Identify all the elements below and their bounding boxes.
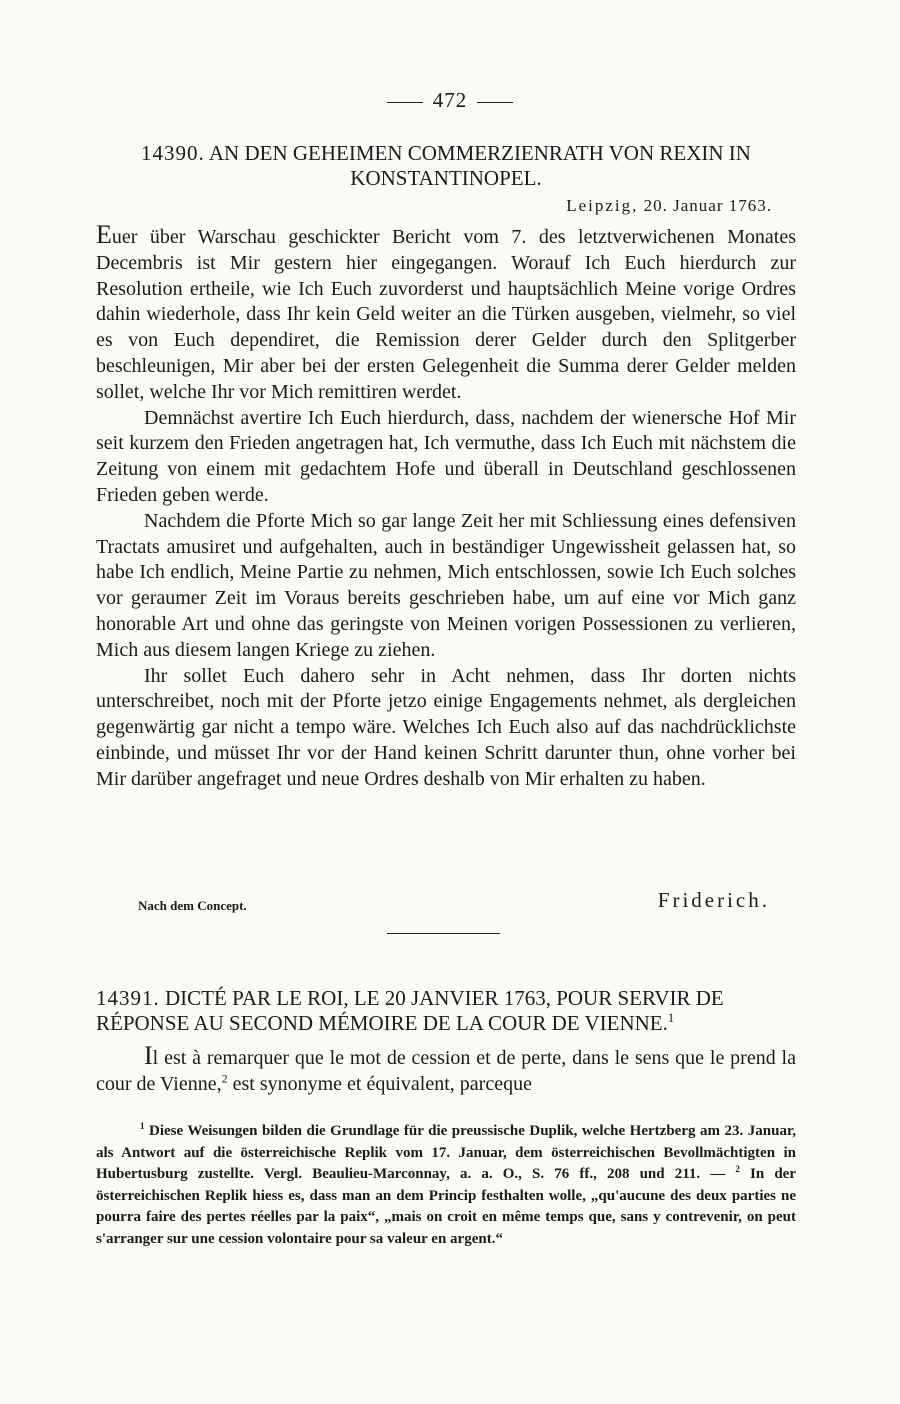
footnote-2-mark: 2: [735, 1164, 740, 1175]
page-number-dash-right: [477, 102, 513, 103]
letter1-title: AN DEN GEHEIMEN COMMERZIENRATH VON REXIN IN KONSTANTINOPEL.: [208, 141, 751, 190]
letter2-footnote-ref-2: 2: [221, 1071, 228, 1086]
page-number: [0, 88, 900, 113]
letter2-title: DICTÉ PAR LE ROI, LE 20 JANVIER 1763, POUR SERVIR DE RÉPONSE AU SECOND MÉMOIRE DE LA COUR DE VIENNE.: [96, 986, 724, 1035]
letter1-initial: E: [96, 220, 112, 249]
letter1-source-note: Nach dem Concept.: [138, 898, 247, 913]
letter2-number: 14391.: [96, 986, 160, 1010]
footnote-1-text: Diese Weisungen bilden die Grundlage für die preussische Duplik, welche Hertzberg am 23. Januar, als Antwort auf die österreichische Replik vom 17. Januar, dem österreichischen Bevollmächtigten in Hubertusburg zustellte. Vergl. Beaulieu-Marconnay, a. a. O., S. 76 ff., 208 und 211. —: [96, 1123, 796, 1183]
letter2-body: [96, 1043, 796, 1098]
letter1-body: [96, 222, 796, 793]
page-number-dash-left: [387, 102, 423, 103]
letter1-number: 14390.: [141, 141, 205, 165]
letter1-paragraph-2: Demnächst avertire Ich Euch hierdurch, dass, nachdem der wienersche Hof Mir seit kurzem den Frieden angetragen hat, Ich vermuthe, dass Ich Euch mit nächstem die Zeitung von einem mit gedachtem Hofe und überall in Deutschland geschlossenen Frieden geben werde.: [96, 406, 796, 506]
letter1-heading: [96, 141, 796, 191]
letter1-signature: Friderich.: [657, 888, 770, 912]
letter2-heading: [96, 986, 796, 1036]
letter1-paragraph-1: [96, 222, 796, 406]
letter2-paragraph-1: [96, 1043, 796, 1098]
letter1-paragraph-4: Ihr sollet Euch dahero sehr in Acht nehmen, dass Ihr dorten nichts unterschreibet, noch mit der Pforte jetzo einige Engagements nehmet, als dergleichen gegenwärtig gar nicht a tempo wäre. Welches Ich Euch also auf das nachdrücklichste einbinde, und müsset Ihr vor der Hand keinen Schritt darunter thun, ohne vorher bei Mir darüber angefraget und neue Ordres deshalb von Mir erhalten zu haben.: [96, 664, 796, 790]
letter1-paragraph-1-text: uer über Warschau geschickter Bericht vom 7. des letztverwichenen Monates Decembris ist Mir gestern hier eingegangen. Worauf Ich Euch hierdurch zur Resolution ertheile, wie Ich Euch zuvorderst und hauptsächlich Meine vorige Ordres dahin wiederhole, dass Ihr kein Geld weiter an die Türken ausgeben, vielmehr, so viel es von Euch dependiret, die Remission derer Gelder durch den Splitgerber beschleunigen, Mir aber bei der ersten Gelegenheit die Summa derer Gelder melden sollet, welche Ihr vor Mich remittiren werdet.: [96, 226, 796, 403]
letter1-date-place: Leipzig,: [566, 196, 639, 215]
footnote-block: [96, 1121, 796, 1251]
page-number-text: 472: [432, 88, 468, 112]
letter1-date: 20. Januar 1763.: [643, 196, 772, 215]
letter1-dateline: [566, 196, 772, 216]
footnote-2-text: In der österreichischen Replik hiess es, dass man an dem Princip festhalten wolle, „qu'aucune des deux parties ne pourra faire des pertes réelles par la paix“, „mais on croit en même temps que, sans y contrevenir, on peut s'arranger sur une cession volontaire pour sa valeur en argent.“: [96, 1166, 796, 1247]
letter2-title-footnote-ref: 1: [667, 1011, 675, 1025]
letter2-initial: I: [144, 1041, 153, 1070]
footnote-1-mark: 1: [140, 1121, 145, 1131]
letter2-paragraph-1-text-b: est synonyme et équivalent, parceque: [227, 1072, 532, 1095]
letter2-paragraph-1-text-a: l est à remarquer que le mot de cession et de perte, dans le sens que le prend la cour de Vienne,: [96, 1047, 796, 1095]
section-divider: [387, 933, 500, 934]
footnotes: [96, 1121, 796, 1251]
letter1-paragraph-3: Nachdem die Pforte Mich so gar lange Zeit her mit Schliessung eines defensiven Tractats amusiret und aufgehalten, auch in beständiger Ungewissheit gelassen hat, so habe Ich endlich, Meine Partie zu nehmen, Mich entschlossen, sowie Ich Euch solches vor geraumer Zeit im Voraus bereits geschrieben habe, um auf eine vor Mich ganz honorable Art und ohne das geringste von Meinen vorigen Possessionen zu verlieren, Mich aus diesem langen Kriege zu ziehen.: [96, 509, 796, 661]
